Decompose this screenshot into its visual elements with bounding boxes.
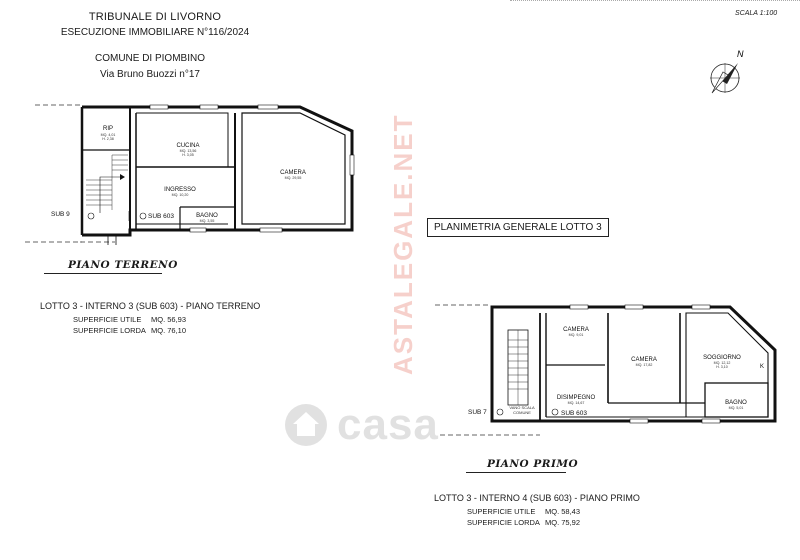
room-disimpegno-area: MQ. 14,67: [567, 401, 585, 405]
room-rip-height: H. 2,38: [102, 137, 114, 141]
first-summary-row: [467, 518, 580, 527]
room-ingresso-area: MQ. 10,20: [171, 193, 189, 197]
first-summary-row: [467, 507, 580, 516]
first-floor-plan: [430, 295, 800, 445]
planimetria-title-box: PLANIMETRIA GENERALE LOTTO 3: [427, 218, 609, 237]
casa-watermark: [283, 400, 439, 450]
ground-summary-row: [73, 326, 186, 335]
room-cucina-area: MQ. 13,56: [179, 149, 197, 153]
scale-label: SCALA 1:100: [735, 10, 778, 17]
ground-floor-plan: [0, 95, 400, 255]
court-title: TRIBUNALE DI LIVORNO: [88, 11, 222, 23]
house-logo-icon: [283, 402, 329, 448]
sub-7-label: SUB 7: [468, 409, 487, 416]
summary-label: SUPERFICIE LORDA: [73, 326, 146, 335]
first-summary-title: LOTTO 3 - INTERNO 4 (SUB 603) - PIANO PRIMO: [434, 493, 640, 503]
room-camera-mid-area: MQ. 17,82: [635, 363, 653, 367]
north-arrow-icon: [700, 45, 750, 105]
summary-value: MQ. 76,10: [151, 326, 187, 335]
room-soggiorno-height: H. 3,10: [716, 365, 728, 369]
room-soggiorno: SOGGIORNO: [703, 355, 741, 361]
summary-label: SUPERFICIE UTILE: [467, 507, 536, 516]
room-disimpegno: DISIMPEGNO: [556, 395, 596, 401]
room-bagno-first: BAGNO: [725, 400, 747, 406]
procedure-title: ESECUZIONE IMMOBILIARE N°116/2024: [60, 27, 250, 38]
piano-primo-label: PIANO PRIMO: [487, 458, 579, 470]
room-cucina: CUCINA: [176, 143, 200, 149]
ground-summary-title: LOTTO 3 - INTERNO 3 (SUB 603) - PIANO TERRENO: [40, 301, 261, 311]
address: Via Bruno Buozzi n°17: [100, 69, 200, 80]
room-bagno-area: MQ. 3,55: [199, 219, 215, 223]
piano-terreno-underline: [44, 273, 162, 274]
piano-terreno-label: PIANO TERRENO: [68, 259, 178, 271]
ground-summary-table: [73, 315, 186, 335]
summary-label: SUPERFICIE LORDA: [467, 518, 540, 527]
room-camera-small: CAMERA: [563, 327, 589, 333]
room-ingresso: INGRESSO: [164, 187, 196, 193]
k-marker: K: [760, 364, 765, 370]
room-camera-small-area: MQ. 9,01: [568, 333, 584, 337]
sub-9-label: SUB 9: [51, 211, 70, 218]
first-summary-table: [467, 507, 580, 527]
room-soggiorno-area: MQ. 12,12: [713, 361, 731, 365]
room-bagno-first-area: MQ. 5,01: [728, 406, 744, 410]
vano-scala-sublabel: COMUNE: [513, 410, 531, 415]
room-rip-area: MQ. 4,01: [100, 133, 116, 137]
summary-value: MQ. 75,92: [545, 518, 581, 527]
room-rip: RIP: [102, 126, 114, 132]
piano-primo-underline: [466, 472, 566, 473]
sub-603-label-ground: SUB 603: [148, 213, 175, 220]
top-stamp-line: [510, 0, 800, 6]
sub-603-label-first: SUB 603: [561, 410, 588, 417]
room-bagno: BAGNO: [196, 213, 218, 219]
vano-scala-label: VANO SCALA: [509, 405, 535, 410]
room-camera: CAMERA: [280, 170, 306, 176]
municipality: COMUNE DI PIOMBINO: [94, 53, 205, 64]
summary-label: SUPERFICIE UTILE: [73, 315, 142, 324]
room-camera-mid: CAMERA: [631, 357, 657, 363]
ground-summary-row: [73, 315, 186, 324]
summary-value: MQ. 56,93: [151, 315, 187, 324]
astalegale-watermark: ASTALEGALE.NET: [388, 113, 418, 375]
summary-value: MQ. 58,43: [545, 507, 581, 516]
room-camera-area: MQ. 29,55: [284, 176, 302, 180]
room-cucina-height: H. 3,05: [182, 153, 194, 157]
casa-watermark-text: casa: [337, 400, 439, 449]
north-label: N: [737, 49, 744, 59]
